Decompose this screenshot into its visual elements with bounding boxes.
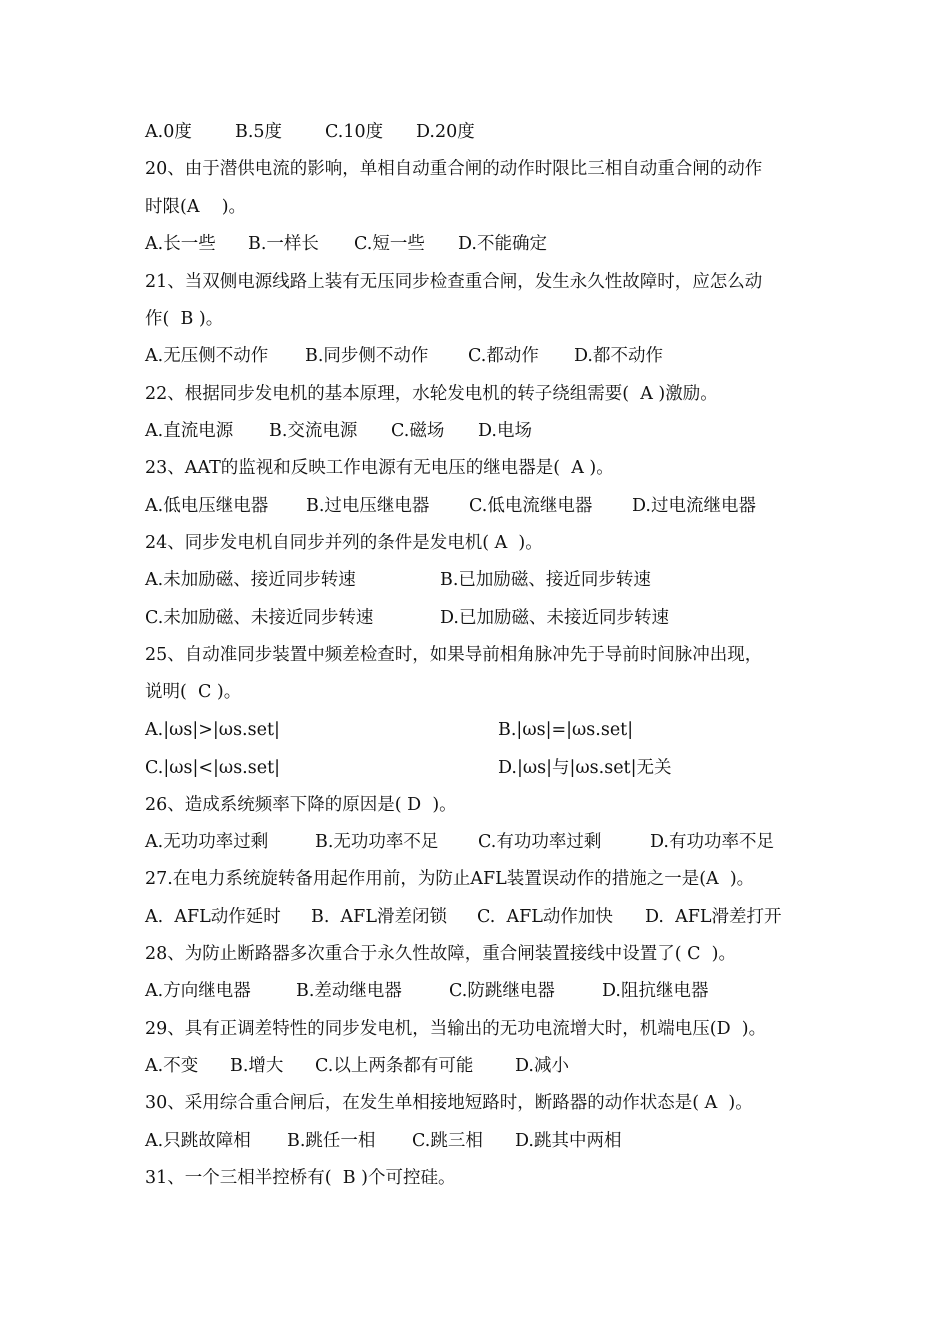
option-b: B. AFL滑差闭锁	[311, 907, 447, 927]
option-a: A.0度	[145, 122, 192, 142]
option-d: D.20度	[416, 122, 475, 142]
q26-options	[145, 830, 774, 854]
option-b: B.增大	[230, 1056, 284, 1076]
q30-options	[145, 1129, 622, 1153]
question-31-text: 31、一个三相半控桥有( B )个可控硅。	[145, 1168, 456, 1188]
option-d: D.阻抗继电器	[602, 981, 709, 1001]
q20-options	[145, 232, 547, 256]
option-a: A. AFL动作延时	[145, 907, 281, 927]
option-c: C.未加励磁、未接近同步转速	[145, 608, 374, 628]
option-a: A.无功功率过剩	[145, 832, 269, 852]
question-25-text-cont: 说明( C )。	[145, 682, 242, 702]
q28-options	[145, 979, 709, 1003]
option-b: B.无功功率不足	[315, 832, 439, 852]
option-a: A.无压侧不动作	[145, 346, 269, 366]
option-a: A.方向继电器	[145, 981, 251, 1001]
option-d: D.跳其中两相	[515, 1131, 622, 1151]
option-c: C.有功功率过剩	[478, 832, 602, 852]
option-b: B.一样长	[248, 234, 319, 254]
question-29-text: 29、具有正调差特性的同步发电机，当输出的无功电流增大时，机端电压(D )。	[145, 1019, 767, 1039]
option-c: C.磁场	[391, 421, 445, 441]
option-b: B.同步侧不动作	[305, 346, 429, 366]
option-a: A.不变	[145, 1056, 199, 1076]
question-24-text: 24、同步发电机自同步并列的条件是发电机( A )。	[145, 533, 543, 553]
question-23-text: 23、AAT的监视和反映工作电源有无电压的继电器是( A )。	[145, 458, 614, 478]
q29-options	[145, 1054, 569, 1078]
option-c: C.跳三相	[412, 1131, 483, 1151]
option-d: D.不能确定	[458, 234, 547, 254]
option-b: B.|ωs|=|ωs.set|	[498, 720, 634, 740]
option-b: B.跳任一相	[287, 1131, 376, 1151]
option-d: D.都不动作	[574, 346, 663, 366]
q24-options-row2	[145, 606, 669, 630]
question-21-text: 21、当双侧电源线路上装有无压同步检查重合闸，发生永久性故障时，应怎么动	[145, 272, 763, 292]
option-c: C.10度	[325, 122, 384, 142]
option-a: A.未加励磁、接近同步转速	[145, 570, 356, 590]
option-d: D.电场	[478, 421, 532, 441]
option-a: A.|ωs|>|ωs.set|	[145, 720, 280, 740]
question-20-text-cont: 时限(A )。	[145, 197, 247, 217]
q19-options	[145, 120, 475, 144]
question-22-text: 22、根据同步发电机的基本原理，水轮发电机的转子绕组需要( A )激励。	[145, 384, 718, 404]
q22-options	[145, 419, 532, 443]
question-20-text: 20、由于潜供电流的影响，单相自动重合闸的动作时限比三相自动重合闸的动作	[145, 159, 763, 179]
option-c: C.低电流继电器	[469, 496, 593, 516]
option-b: B.5度	[235, 122, 283, 142]
question-28-text: 28、为防止断路器多次重合于永久性故障，重合闸装置接线中设置了( C )。	[145, 944, 736, 964]
option-c: C.|ωs|<|ωs.set|	[145, 758, 281, 778]
question-26-text: 26、造成系统频率下降的原因是( D )。	[145, 795, 457, 815]
option-d: D. AFL滑差打开	[645, 907, 782, 927]
q25-options-row1	[145, 718, 634, 742]
question-25-text: 25、自动准同步装置中频差检查时，如果导前相角脉冲先于导前时间脉冲出现，	[145, 645, 763, 665]
q25-options-row2	[145, 756, 672, 780]
q21-options	[145, 344, 663, 368]
option-d: D.有功功率不足	[650, 832, 774, 852]
q23-options	[145, 494, 756, 518]
question-30-text: 30、采用综合重合闸后，在发生单相接地短路时，断路器的动作状态是( A )。	[145, 1093, 753, 1113]
q27-options	[145, 905, 782, 929]
option-c: C.都动作	[468, 346, 539, 366]
option-c: C.短一些	[354, 234, 425, 254]
question-27-text: 27.在电力系统旋转备用起作用前，为防止AFL装置误动作的措施之一是(A )。	[145, 869, 755, 889]
option-d: D.过电流继电器	[632, 496, 756, 516]
option-a: A.低电压继电器	[145, 496, 269, 516]
option-b: B.交流电源	[269, 421, 358, 441]
option-d: D.已加励磁、未接近同步转速	[440, 608, 669, 628]
option-d: D.减小	[515, 1056, 569, 1076]
option-b: B.差动继电器	[296, 981, 402, 1001]
question-21-text-cont: 作( B )。	[145, 309, 224, 329]
option-a: A.直流电源	[145, 421, 234, 441]
option-b: B.过电压继电器	[306, 496, 430, 516]
option-b: B.已加励磁、接近同步转速	[440, 570, 651, 590]
q24-options-row1	[145, 568, 651, 592]
option-c: C. AFL动作加快	[477, 907, 613, 927]
option-c: C.防跳继电器	[449, 981, 555, 1001]
option-a: A.只跳故障相	[145, 1131, 251, 1151]
option-c: C.以上两条都有可能	[315, 1056, 474, 1076]
option-d: D.|ωs|与|ωs.set|无关	[498, 758, 672, 778]
option-a: A.长一些	[145, 234, 216, 254]
